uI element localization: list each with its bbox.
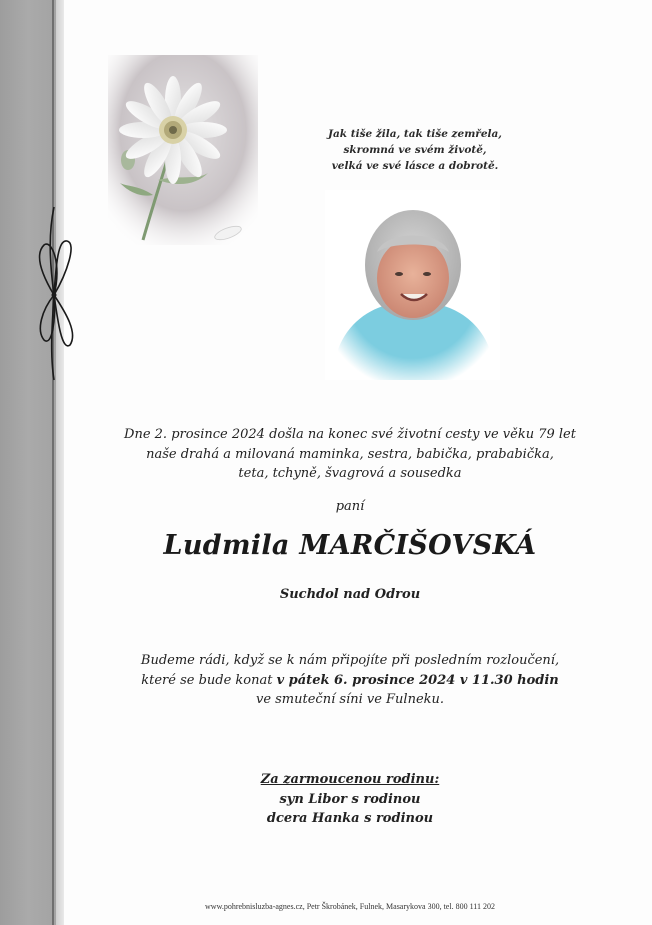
- grieving-family: [80, 770, 620, 829]
- family-member: syn Libor s rodinou: [279, 791, 421, 807]
- farewell-line: ve smuteční síni ve Fulneku.: [255, 692, 445, 707]
- announcement-line: naše drahá a milovaná maminka, sestra, babička, prababička,: [146, 446, 554, 462]
- death-announcement: [80, 425, 620, 484]
- quote-line: velká ve své lásce a dobrotě.: [331, 160, 499, 172]
- grey-side-band: [0, 0, 56, 925]
- family-heading: Za zarmoucenou rodinu:: [260, 772, 440, 787]
- deceased-name: Ludmila MARČIŠOVSKÁ: [163, 530, 537, 561]
- quote-line: skromná ve svém životě,: [343, 144, 487, 156]
- side-band-line: [52, 0, 54, 925]
- farewell-date-time: v pátek 6. prosince 2024 v 11.30 hodin: [276, 672, 559, 688]
- announcement-line: teta, tchyně, švagrová a sousedka: [238, 466, 462, 481]
- daisy-flower-image: [108, 55, 258, 245]
- farewell-line: Budeme rádi, když se k nám připojíte při posledním rozloučení,: [140, 653, 560, 668]
- farewell-line: [80, 671, 620, 691]
- honorific: paní: [335, 499, 365, 514]
- memorial-quote: [300, 126, 530, 174]
- family-member: dcera Hanka s rodinou: [266, 811, 434, 826]
- black-ribbon-bow-icon: [22, 205, 92, 385]
- quote-line: Jak tiše žila, tak tiše zemřela,: [328, 128, 502, 140]
- farewell-invitation: [80, 651, 620, 710]
- funeral-service-footer: www.pohrebnisluzba-agnes.cz, Petr Škrobánek, Fulnek, Masarykova 300, tel. 800 111 202: [205, 902, 495, 911]
- side-band-edge: [56, 0, 64, 925]
- farewell-prefix: které se bude konat: [141, 672, 277, 688]
- announcement-line: Dne 2. prosince 2024 došla na konec své životní cesty ve věku 79 let: [124, 427, 576, 442]
- deceased-place: Suchdol nad Odrou: [279, 587, 421, 602]
- deceased-portrait-photo: [325, 190, 500, 380]
